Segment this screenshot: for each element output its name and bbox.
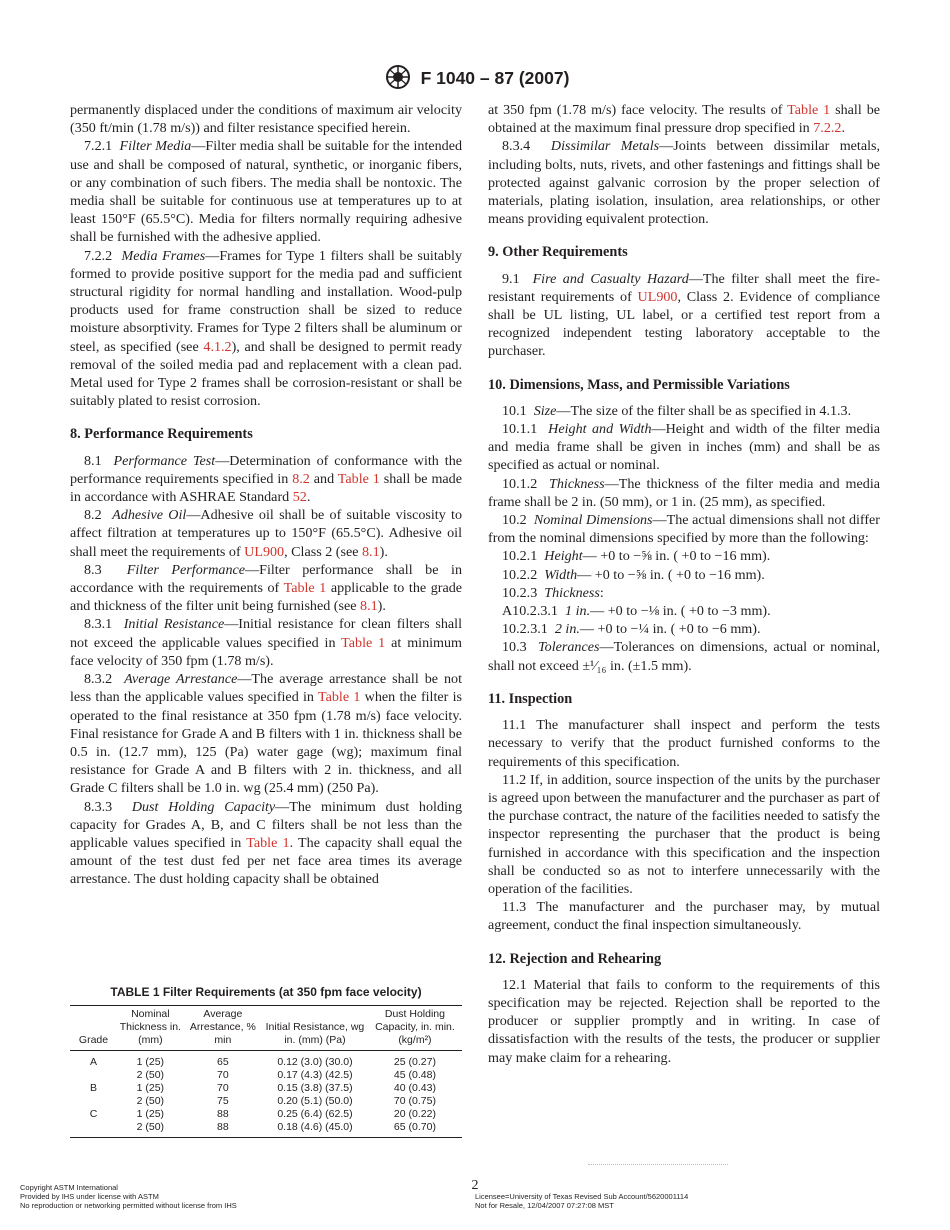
table-cell bbox=[70, 1121, 117, 1138]
section-10-2-1: 10.2.1 Height— +0 to −⅝ in. ( +0 to −16 mm). bbox=[502, 548, 771, 565]
table-row bbox=[70, 1095, 462, 1108]
table-cell: 70 bbox=[217, 1069, 229, 1081]
table-cell: 40 (0.43) bbox=[393, 1082, 436, 1094]
table-link[interactable]: Table 1 bbox=[246, 834, 290, 851]
table-cell: 0.18 (4.6) (45.0) bbox=[262, 1121, 368, 1138]
table-cell: C bbox=[89, 1108, 98, 1120]
section-10-2-3: 10.2.3 Thickness: bbox=[502, 584, 604, 601]
table-link[interactable]: Table 1 bbox=[341, 634, 386, 651]
section-10-2-2: 10.2.2 Width— +0 to −⅝ in. ( +0 to −16 mm). bbox=[502, 566, 765, 583]
table-cell: 0.17 (4.3) (42.5) bbox=[277, 1069, 353, 1081]
section-9-1: 9.1 Fire and Casualty Hazard—The filter shall meet the fire-resistant requirements of UL900, Class 2. Evidence of compliance shall be UL listing, UL label, or a certified test report from a recognized independent testing laboratory acceptable to the purchaser. bbox=[488, 270, 880, 360]
table-cell: 0.15 (3.8) (37.5) bbox=[277, 1082, 353, 1094]
table-cell: 88 bbox=[184, 1121, 262, 1138]
xref-link[interactable]: 8.2 bbox=[292, 470, 310, 487]
astm-logo-icon bbox=[381, 64, 415, 90]
section-a10-2-3-1: A10.2.3.1 1 in.— +0 to −⅛ in. ( +0 to −3 mm). bbox=[502, 603, 771, 620]
section-7-2-1: 7.2.1 Filter Media—Filter media shall be suitable for the intended use and shall be composed of natural, synthetic, or inorganic fibers, or any combination of such fibers. The media shall be nontoxic. The media shall be suitable for continuous use at temperatures up to at least 150°F (65.5°C). Media for filters normally requiring adhesive shall be furnished with the adhesive applied. bbox=[70, 138, 463, 246]
table-cell: 75 bbox=[217, 1095, 229, 1107]
standard-designation: F 1040 – 87 (2007) bbox=[420, 68, 570, 88]
section-8-3-3: 8.3.3 Dust Holding Capacity—The minimum dust holding capacity for Grades A, B, and C filters shall be not less than the applicable values specified in Table 1. The capacity shall equal the amount of the test dust fed per net face area times its average arrestance. The dust holding capacity shall be obtained bbox=[70, 798, 463, 888]
table-link[interactable]: Table 1 bbox=[337, 470, 380, 487]
xref-link[interactable]: 8.1 bbox=[360, 598, 378, 615]
license-footer: Licensee=University of Texas Revised Sub Account/5620001114 Not for Resale, 12/04/2007 07:27:08 MST bbox=[475, 1192, 689, 1211]
table-cell: 2 (50) bbox=[117, 1121, 184, 1138]
table-link[interactable]: Table 1 bbox=[283, 580, 327, 597]
column-header: Dust Holding Capacity, in. min. (kg/m²) bbox=[368, 1006, 462, 1051]
reference-link[interactable]: UL900 bbox=[637, 288, 678, 305]
divider bbox=[588, 1164, 728, 1165]
table-cell: 45 (0.48) bbox=[393, 1069, 436, 1081]
section-10-2: 10.2 Nominal Dimensions—The actual dimensions shall not differ from the nominal dimensions specified by more than the following: bbox=[488, 512, 880, 547]
section-heading: 11. Inspection bbox=[488, 690, 573, 707]
table-cell: 88 bbox=[217, 1108, 229, 1120]
section-10-1-1: 10.1.1 Height and Width—Height and width of the filter media and media frame shall be given in inches (mm) and shall be as specified as actual or nominal. bbox=[488, 421, 880, 474]
table-link[interactable]: Table 1 bbox=[317, 689, 361, 706]
table-row bbox=[70, 1121, 462, 1138]
table-cell: 70 bbox=[217, 1082, 229, 1094]
page-header bbox=[0, 64, 950, 90]
table-cell: 2 (50) bbox=[136, 1069, 165, 1081]
right-column bbox=[488, 101, 880, 1067]
table-cell: 0.20 (5.1) (50.0) bbox=[277, 1095, 353, 1107]
reference-link[interactable]: UL900 bbox=[244, 543, 285, 560]
page-number: 2 bbox=[471, 1178, 479, 1193]
table-cell: 1 (25) bbox=[136, 1082, 165, 1094]
xref-link[interactable]: 4.1.2 bbox=[203, 338, 232, 355]
paragraph: at 350 fpm (1.78 m/s) face velocity. The results of Table 1 shall be obtained at the maximum final pressure drop specified in 7.2.2. bbox=[488, 102, 880, 137]
column-header: Grade bbox=[70, 1006, 117, 1051]
table-caption: TABLE 1 Filter Requirements (at 350 fpm face velocity) bbox=[110, 985, 422, 999]
column-header: Nominal Thickness in. (mm) bbox=[117, 1006, 184, 1051]
section-heading: 12. Rejection and Rehearing bbox=[488, 950, 662, 967]
section-12-1: 12.1 Material that fails to conform to the requirements of this specification may be rejected. Rejection shall be reported to the producer or supplier promptly and in writing. In case of dissatisfaction with the results of the tests, the producer or supplier may make claim for a rehearing. bbox=[488, 976, 880, 1066]
table-link[interactable]: Table 1 bbox=[787, 102, 831, 118]
section-8-1: 8.1 Performance Test—Determination of conformance with the performance requirements specified in 8.2 and Table 1 shall be made in accordance with ASHRAE Standard 52. bbox=[70, 452, 462, 506]
table-cell: 2 (50) bbox=[136, 1095, 165, 1107]
xref-link[interactable]: 7.2.2 bbox=[813, 120, 842, 137]
table-cell: 70 (0.75) bbox=[393, 1095, 436, 1107]
xref-link[interactable]: 8.1 bbox=[362, 543, 380, 560]
left-column bbox=[70, 101, 462, 889]
section-heading: 8. Performance Requirements bbox=[70, 426, 253, 443]
section-10-1: 10.1 Size—The size of the filter shall be as specified in 4.1.3. bbox=[502, 402, 852, 419]
section-heading: 10. Dimensions, Mass, and Permissible Variations bbox=[488, 376, 790, 393]
section-8-2: 8.2 Adhesive Oil—Adhesive oil shall be of suitable viscosity to affect filtration at temperatures up to 150°F (65.5°C). Adhesive oil shall meet the requirements of UL900, Class 2 (see 8.1). bbox=[70, 507, 462, 560]
section-10-3: 10.3 Tolerances—Tolerances on dimensions, actual or nominal, shall not exceed ±¹⁄₁₆ in. (±1.5 mm). bbox=[488, 639, 881, 674]
table-row bbox=[70, 1051, 462, 1070]
column-header: Initial Resistance, wg in. (mm) (Pa) bbox=[262, 1006, 368, 1051]
table-cell: 25 (0.27) bbox=[393, 1056, 436, 1068]
copyright-footer: Copyright ASTM International Provided by IHS under license with ASTM No reproduction or networking permitted without license from IHS bbox=[20, 1183, 237, 1211]
filter-requirements-table bbox=[70, 985, 462, 1138]
reference-link[interactable]: 52 bbox=[292, 489, 307, 506]
table-row bbox=[70, 1082, 462, 1095]
section-11-2: 11.2 If, in addition, source inspection of the units by the purchaser is agreed upon between the manufacturer and the purchaser as part of the purchase contract, the nature of the facilities needed to satisfy the inspector representing the purchaser that the product is being furnished in accordance with this specification and the inspection shall be conducted so as not to interfere unnecessarily with the operation of the facilities. bbox=[488, 771, 880, 897]
table-cell: 20 (0.22) bbox=[393, 1108, 436, 1120]
section-8-3-4: 8.3.4 Dissimilar Metals—Joints between dissimilar metals, including bolts, nuts, rivets, and other fastenings and fittings shall be protected against galvanic corrosion by the proper selection of materials, plating isolation, insulation, area relationships, or other means providing equivalent protection. bbox=[488, 138, 881, 228]
table-cell: 1 (25) bbox=[136, 1108, 165, 1120]
section-8-3-2: 8.3.2 Average Arrestance—The average arrestance shall be not less than the applicable values specified in Table 1 when the filter is operated to the final resistance at 350 fpm (1.78 m/s) face velocity. Final resistance for Grade A and B filters with 1 in. thickness shall be 0.5 in. (12.7 mm), 125 (Pa) water gage (wg); maximum final resistance for Grade A and B filters with 2 in. thickness, and all Grade C filters shall be 1.0 in. wg (25.4 mm) (250 Pa). bbox=[70, 671, 463, 797]
table-cell bbox=[70, 1069, 117, 1082]
table-cell: B bbox=[90, 1082, 98, 1094]
section-11-3: 11.3 The manufacturer and the purchaser may, by mutual agreement, conduct the final inspection simultaneously. bbox=[488, 899, 880, 934]
table-cell: 0.25 (6.4) (62.5) bbox=[277, 1108, 353, 1120]
table-cell: 65 (0.70) bbox=[368, 1121, 462, 1138]
section-10-1-2: 10.1.2 Thickness—The thickness of the filter media and media frame shall be 2 in. (50 mm), or 1 in. (25 mm), as specified. bbox=[488, 475, 880, 510]
section-8-3: 8.3 Filter Performance—Filter performance shall be in accordance with the requirements of Table 1 applicable to the grade and thickness of the filter unit being furnished (see 8.1). bbox=[70, 561, 463, 615]
section-heading: 9. Other Requirements bbox=[488, 244, 628, 261]
section-8-3-1: 8.3.1 Initial Resistance—Initial resistance for clean filters shall not exceed the applicable values specified in Table 1 at minimum face velocity of 350 fpm (1.78 m/s). bbox=[70, 616, 463, 669]
column-header: Average Arrestance, % min bbox=[184, 1006, 262, 1051]
table-cell: 1 (25) bbox=[136, 1056, 165, 1068]
section-10-2-3-1: 10.2.3.1 2 in.— +0 to −¼ in. ( +0 to −6 mm). bbox=[502, 621, 761, 638]
table-cell: 65 bbox=[217, 1056, 229, 1068]
paragraph: permanently displaced under the conditions of maximum air velocity (350 ft/min (1.78 m/s)) and filter resistance specified herein. bbox=[70, 102, 462, 137]
table-row bbox=[70, 1108, 462, 1121]
section-11-1: 11.1 The manufacturer shall inspect and perform the tests necessary to verify that the product furnished conforms to the requirements of this specification. bbox=[488, 717, 880, 770]
table-row bbox=[70, 1069, 462, 1082]
section-7-2-2: 7.2.2 Media Frames—Frames for Type 1 filters shall be suitably formed to provide positive support for the media pad and sufficient structural rigidity for normal handling and installation. Wood-pulp products used for frame construction shall be sized to reduce moisture absorptivity. Frames for Type 2 filters shall be aluminum or steel, as specified (see 4.1.2), and shall be designed to permit ready removal of the soiled media pad and replacement with a clean pad. Metal used for Type 2 frames shall be corrosion-resistant or shall be suitably plated to resist corrosion. bbox=[70, 247, 462, 410]
table-cell: A bbox=[90, 1056, 98, 1068]
table-cell bbox=[70, 1095, 117, 1108]
table-cell: 0.12 (3.0) (30.0) bbox=[277, 1056, 353, 1068]
